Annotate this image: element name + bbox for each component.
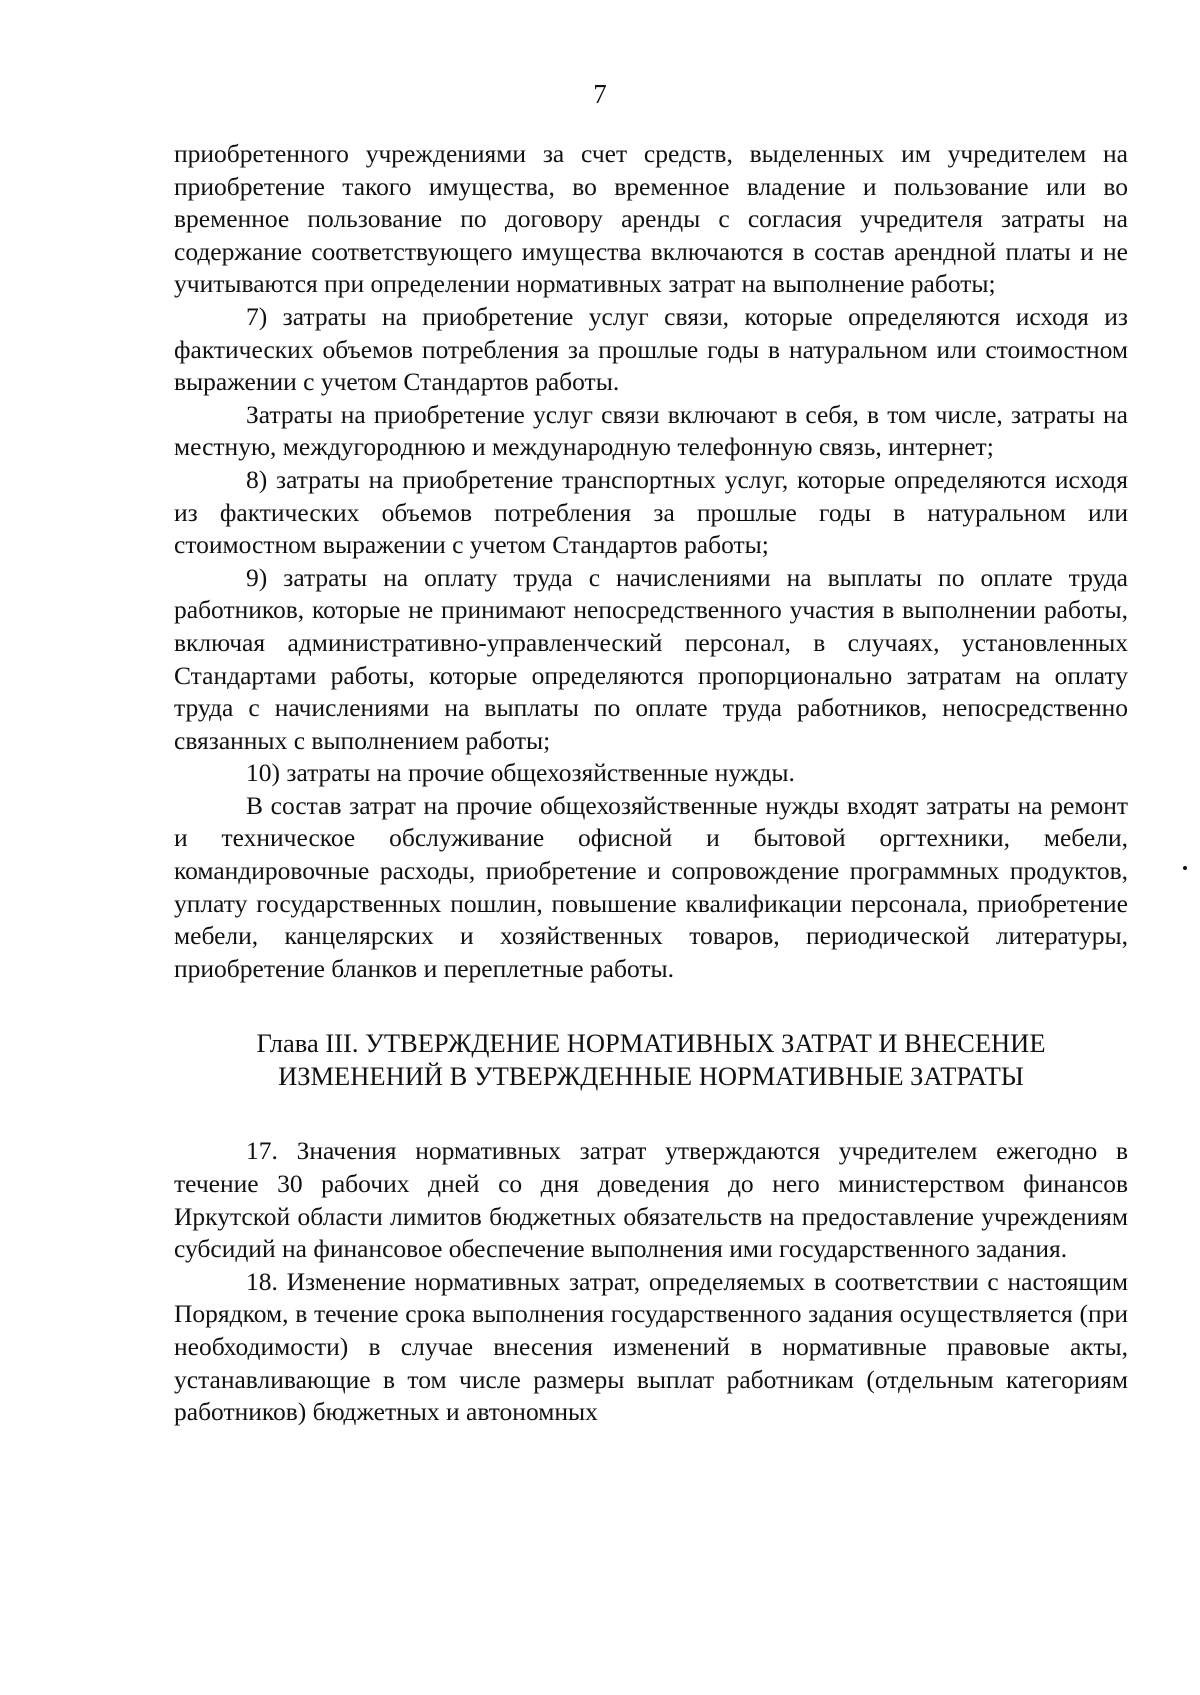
paragraph-item-7: 7) затраты на приобретение услуг связи, которые определяются исходя из фактических объемов потребления за прошлые годы в натуральном или стоимостном выражении с учетом Стандартов работы. (174, 301, 1128, 397)
paragraph-item-8: 8) затраты на приобретение транспортных услуг, которые определяются исходя из фактических объемов потребления за прошлые годы в натуральном или стоимостном выражении с учетом Стандартов работы; (174, 464, 1128, 560)
section-before-heading (174, 138, 1128, 985)
paragraph-continuation: приобретенного учреждениями за счет средств, выделенных им учредителем на приобретение такого имущества, во временное владение и пользование или во временное пользование по договору аренды с согласия учредителя затраты на содержание соответствующего имущества включаются в состав арендной платы и не учитываются при определении нормативных затрат на выполнение работы; (174, 139, 1128, 299)
paragraph-communication-costs: Затраты на приобретение услуг связи включают в себя, в том числе, затраты на местную, междугороднюю и международную телефонную связь, интернет; (174, 399, 1128, 462)
chapter-heading (174, 1027, 1128, 1093)
chapter-heading-line-2: ИЗМЕНЕНИЙ В УТВЕРЖДЕННЫЕ НОРМАТИВНЫЕ ЗАТРАТЫ (278, 1061, 1024, 1092)
paragraph-item-9: 9) затраты на оплату труда с начислениями на выплаты по оплате труда работников, которые не принимают непосредственного участия в выполнении работы, включая административно-управленческий персонал, в случаях, установленных Стандартами работы, которые определяются пропорционально затратам на оплату труда с начислениями на выплаты по оплате труда работников, непосредственно связанных с выполнением работы; (174, 562, 1128, 755)
section-after-heading (174, 1135, 1128, 1428)
page-number: 7 (593, 79, 607, 109)
scan-speck-mark (1183, 866, 1187, 870)
chapter-heading-line-1: Глава III. УТВЕРЖДЕНИЕ НОРМАТИВНЫХ ЗАТРАТ И ВНЕСЕНИЕ (256, 1028, 1046, 1059)
paragraph-item-17: 17. Значения нормативных затрат утверждаются учредителем ежегодно в течение 30 рабочих дней со дня доведения до него министерством финансов Иркутской области лимитов бюджетных обязательств на предоставление учреждениям субсидий на финансовое обеспечение выполнения ими государственного задания. (174, 1136, 1128, 1264)
document-body (174, 138, 1128, 1429)
paragraph-item-18: 18. Изменение нормативных затрат, определяемых в соответствии с настоящим Порядком, в течение срока выполнения государственного задания осуществляется (при необходимости) в случае внесения изменений в нормативные правовые акты, устанавливающие в том числе размеры выплат работникам (отдельным категориям работников) бюджетных и автономных (174, 1266, 1128, 1427)
paragraph-general-expenses: В состав затрат на прочие общехозяйственные нужды входят затраты на ремонт и техническое обслуживание офисной и бытовой оргтехники, мебели, командировочные расходы, приобретение и сопровождение программных продуктов, уплату государственных пошлин, повышение квалификации персонала, приобретение мебели, канцелярских и хозяйственных товаров, периодической литературы, приобретение бланков и переплетные работы. (174, 790, 1128, 983)
paragraph-item-10: 10) затраты на прочие общехозяйственные нужды. (246, 758, 795, 788)
